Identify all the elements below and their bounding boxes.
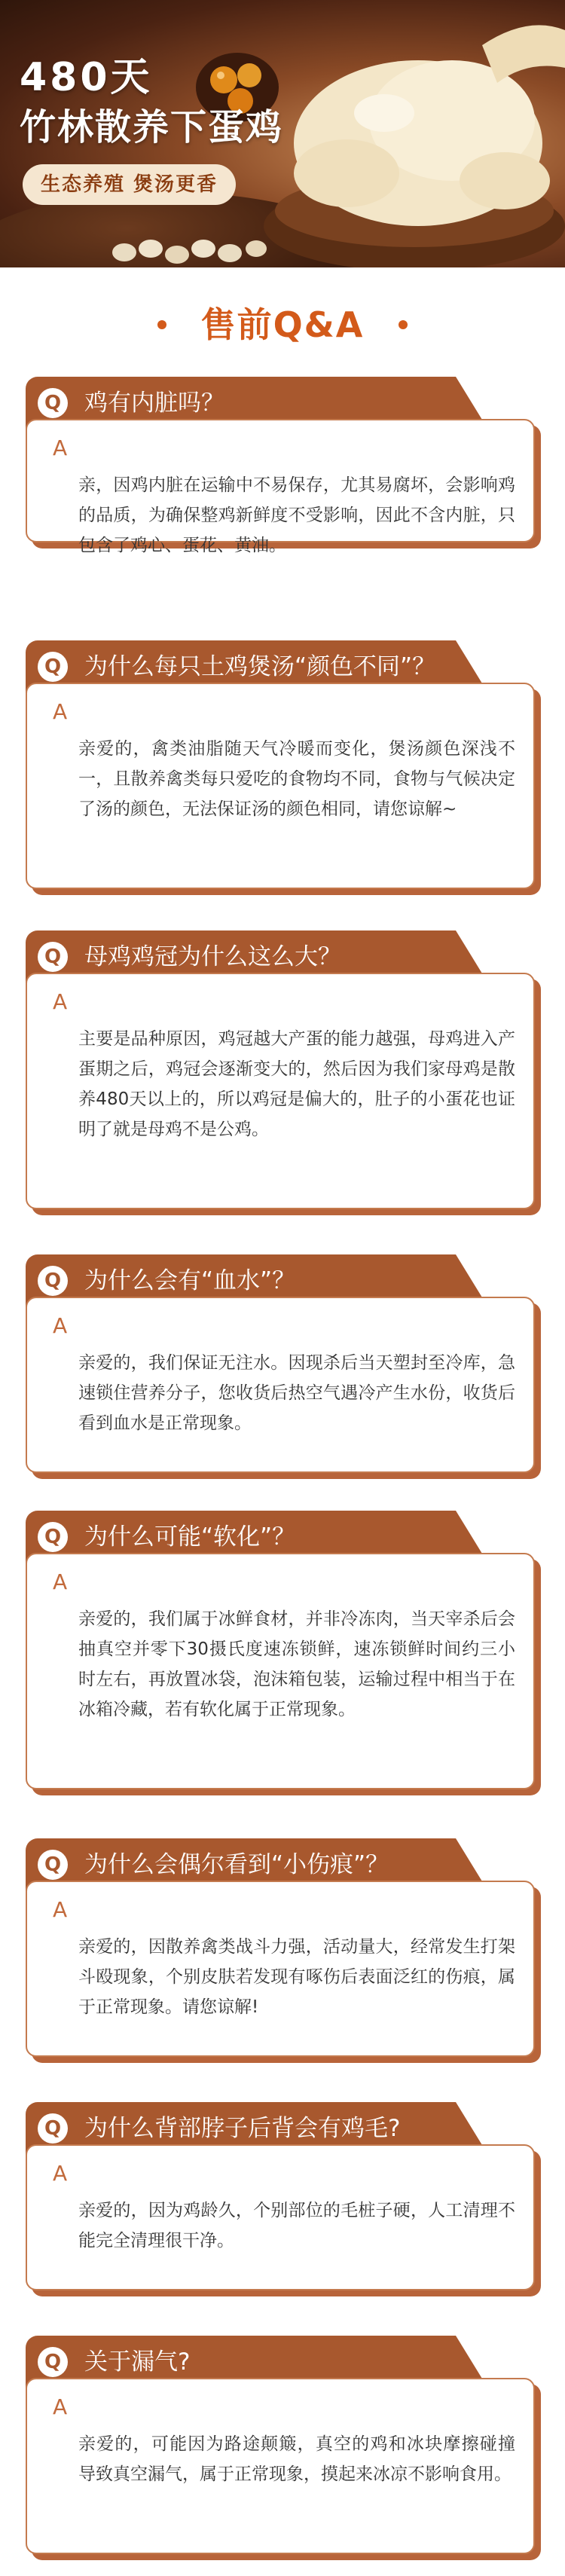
question-text: 为什么会偶尔看到“小伤痕”？ <box>84 1851 389 1878</box>
banner-title-days: 480天 <box>20 55 153 100</box>
answer-a-label: A <box>53 1897 68 1922</box>
answer-text: 亲爱的，因为鸡龄久，个别部位的毛桩子硬，人工清理不能完全清理很干净。 <box>78 2201 515 2251</box>
answer-text: 亲爱的，因散养禽类战斗力强，活动量大，经常发生打架斗殴现象，个别皮肤若发现有啄伤后表面泛红的伤痕，属于正常现象。请您谅解! <box>78 1937 515 2017</box>
answer-box <box>26 683 535 889</box>
section-title <box>0 298 565 347</box>
answer-text: 主要是品种原因，鸡冠越大产蛋的能力越强，母鸡进入产蛋期之后，鸡冠会逐渐变大的，然后因为我们家母鸡是散养480天以上的，所以鸡冠是偏大的，肚子的小蛋花也证明了就是母鸡不是公鸡。 <box>78 1029 515 1139</box>
answer-a-label: A <box>53 1569 68 1594</box>
answer-box <box>26 419 535 555</box>
answer-box <box>26 2144 535 2290</box>
hero-banner <box>0 0 565 267</box>
question-text: 母鸡鸡冠为什么这么大？ <box>84 943 341 970</box>
question-q-icon: Q <box>38 1266 68 1296</box>
answer-box <box>26 1553 535 1789</box>
question-q-icon: Q <box>38 1522 68 1552</box>
question-q-icon: Q <box>38 1850 68 1880</box>
answer-text: 亲爱的，我们属于冰鲜食材，并非冷冻肉，当天宰杀后会抽真空并零下30摄氏度速冻锁鲜，速冻锁鲜时间约三小时左右，再放置冰袋，泡沫箱包装，运输过程中相当于在冰箱冷藏，若有软化属于正常现象。 <box>78 1609 515 1719</box>
answer-box <box>26 1881 535 2057</box>
answer-a-label: A <box>53 2161 68 2186</box>
section-title-text: 售前Q&A <box>200 304 365 345</box>
question-text: 鸡有内脏吗？ <box>84 390 224 417</box>
answer-text: 亲爱的，禽类油脂随天气冷暖而变化，煲汤颜色深浅不一，且散养禽类每只爱吃的食物均不同，食物与气候决定了汤的颜色，无法保证汤的颜色相同，请您谅解~ <box>78 739 515 819</box>
banner-tagline: 生态养殖 煲汤更香 <box>23 164 236 205</box>
dried-ingredients-image <box>105 226 271 267</box>
answer-box <box>26 2378 535 2554</box>
question-text: 关于漏气? <box>84 2348 191 2376</box>
answer-a-label: A <box>53 2394 68 2419</box>
answer-text: 亲爱的，可能因为路途颠簸，真空的鸡和冰块摩擦碰撞 导致真空漏气，属于正常现象，摸起来冰凉不影响食用。 <box>78 2434 515 2484</box>
question-text: 为什么背部脖子后背会有鸡毛? <box>84 2115 401 2142</box>
answer-a-label: A <box>53 435 68 460</box>
answer-text: 亲爱的，我们保证无注水。因现杀后当天塑封至冷库，急速锁住营养分子，您收货后热空气遇冷产生水份，收货后看到血水是正常现象。 <box>78 1353 515 1433</box>
question-text: 为什么每只土鸡煲汤“颜色不同”？ <box>84 653 436 680</box>
answer-a-label: A <box>53 989 68 1014</box>
answer-box <box>26 1297 535 1473</box>
question-q-icon: Q <box>38 388 68 418</box>
dot-right-icon <box>399 320 408 329</box>
answer-text: 亲，因鸡内脏在运输中不易保存，尤其易腐坏，会影响鸡的品质，为确保整鸡新鲜度不受影响，因此不含内脏，只包含了鸡心、蛋花、黄油。 <box>78 475 515 555</box>
answer-a-label: A <box>53 1313 68 1338</box>
whole-chicken-image <box>256 0 565 267</box>
question-q-icon: Q <box>38 942 68 972</box>
question-text: 为什么会有“血水”？ <box>84 1267 296 1294</box>
question-q-icon: Q <box>38 2347 68 2377</box>
banner-title-product: 竹林散养下蛋鸡 <box>20 106 284 148</box>
dot-left-icon <box>157 320 166 329</box>
question-text: 为什么可能“软化”？ <box>84 1523 296 1551</box>
answer-box <box>26 973 535 1209</box>
question-q-icon: Q <box>38 652 68 682</box>
question-q-icon: Q <box>38 2113 68 2144</box>
answer-a-label: A <box>53 699 68 724</box>
